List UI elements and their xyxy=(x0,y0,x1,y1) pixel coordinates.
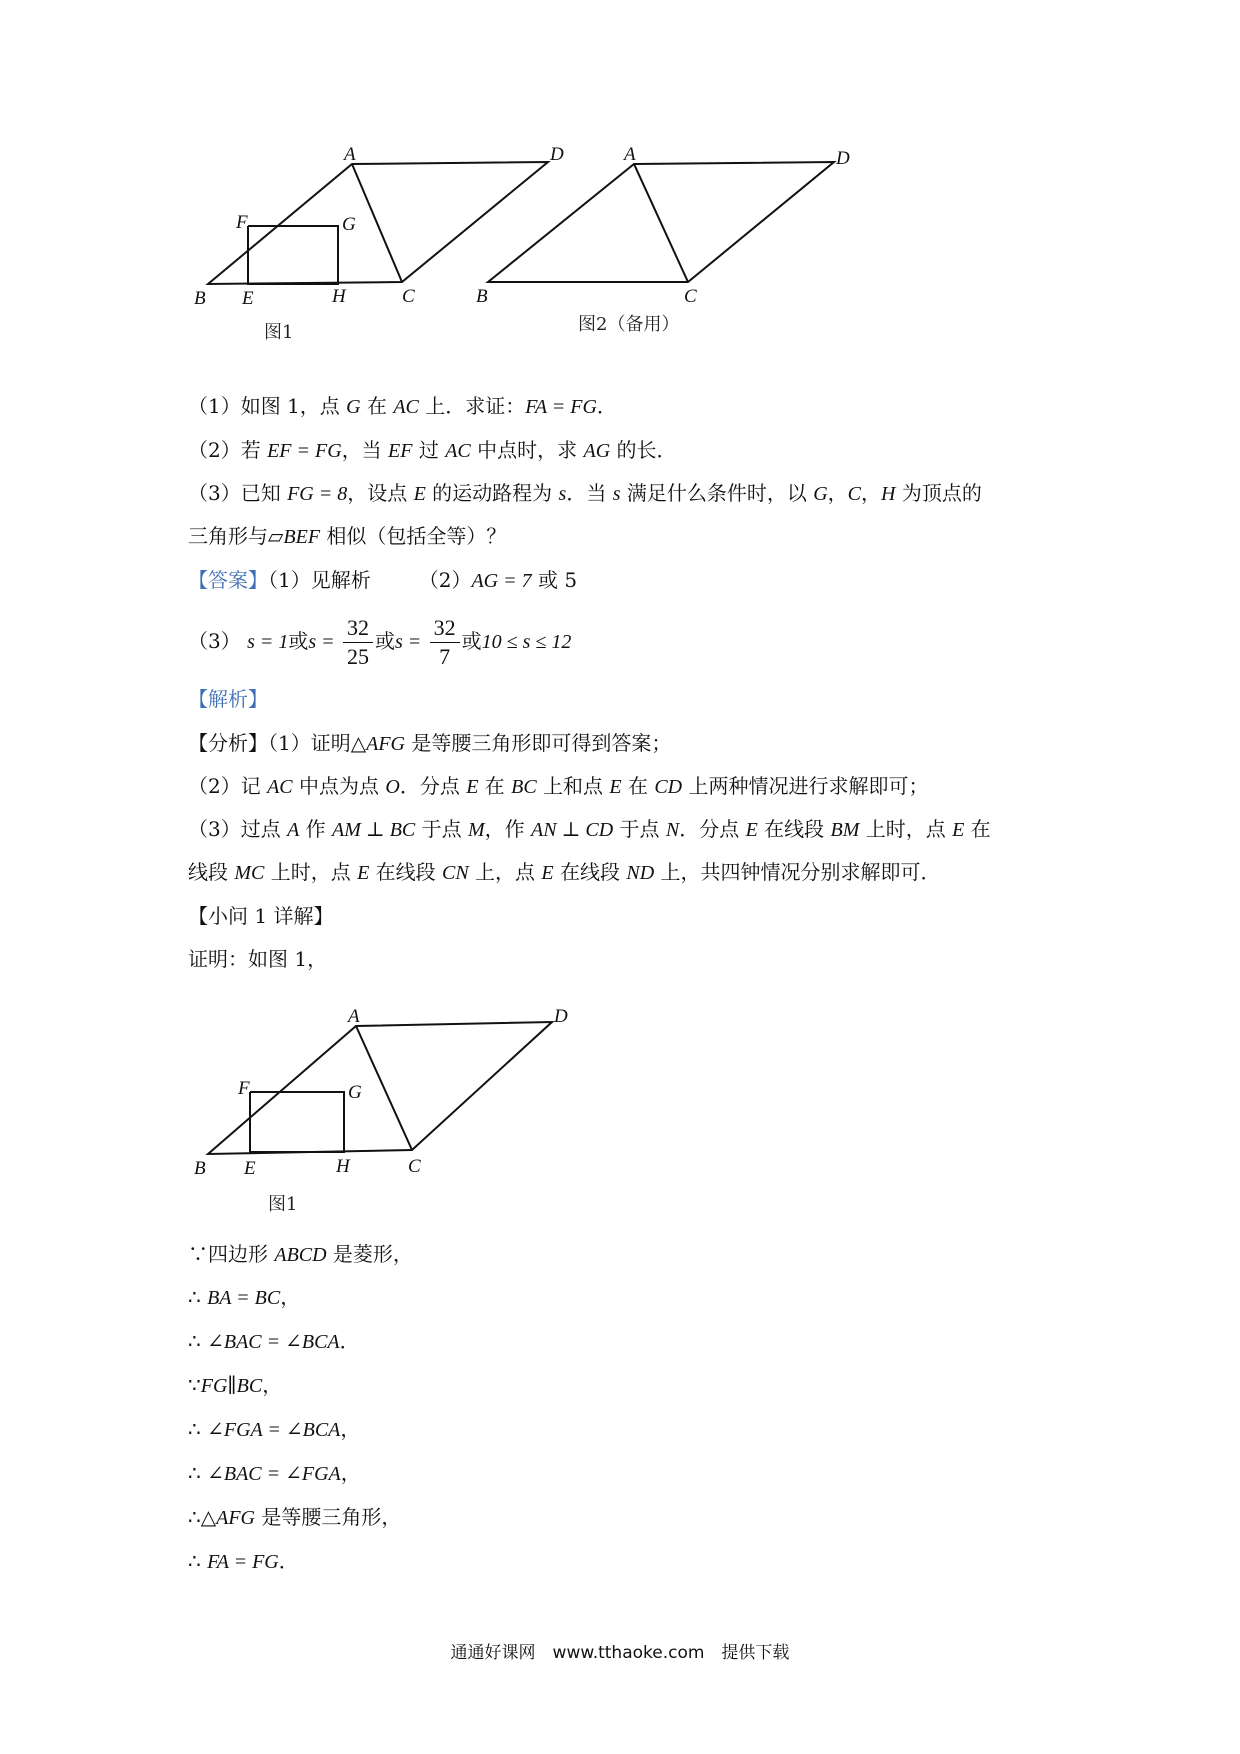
proof-line-3: ∴ ∠BAC = ∠BCA． xyxy=(188,1329,360,1353)
analysis-tag: 【解析】 xyxy=(188,687,268,711)
diagonal-ac xyxy=(634,164,688,282)
rhombus-abcd xyxy=(208,1022,552,1154)
answer-line-2: （3） s = 1或s = $\frac{32}{25}$ 或s = $\frac{32}{7}$ 或10 ≤ s ≤ 12 xyxy=(188,615,572,669)
rectangle-efgh xyxy=(250,1092,344,1152)
label-g: G xyxy=(348,1082,362,1103)
proof-line-2: ∴ BA = BC， xyxy=(188,1285,301,1309)
label-b: B xyxy=(194,288,206,309)
analysis-point-3-line-2: 线段 MC 上时，点 E 在线段 CN 上，点 E 在线段 ND 上，共四钟情况分别求解即可． xyxy=(188,860,941,884)
question-1: （1）如图 1，点 G 在 AC 上．求证：FA = FG． xyxy=(188,394,617,418)
question-3-line-2: 三角形与▱BEF 相似（包括全等）？ xyxy=(188,524,507,548)
label-d: D xyxy=(554,1006,568,1027)
label-d: D xyxy=(550,144,564,165)
proof-line-5: ∴ ∠FGA = ∠BCA， xyxy=(188,1417,361,1441)
label-a: A xyxy=(344,144,356,165)
fraction-32-25: $\frac{32}{25}$ xyxy=(343,614,373,671)
label-h: H xyxy=(332,286,346,307)
label-g: G xyxy=(342,214,356,235)
label-c: C xyxy=(408,1156,421,1177)
label-f: F xyxy=(238,1078,250,1099)
question-3-line-1: （3）已知 FG = 8，设点 E 的运动路程为 s．当 s 满足什么条件时，以 G，C，H 为顶点的 xyxy=(188,481,982,505)
label-e: E xyxy=(242,288,254,309)
figure-caption: 图1 xyxy=(264,322,294,343)
proof-line-8: ∴ FA = FG． xyxy=(188,1549,299,1573)
figure-caption: 图1 xyxy=(268,1194,298,1215)
answer-line-1: 【答案】（1）见解析 （2）AG = 7 或 5 xyxy=(188,568,578,592)
figure-1-bottom xyxy=(180,1000,580,1235)
proof-line-7: ∴△AFG 是等腰三角形， xyxy=(188,1505,402,1529)
fraction-32-7: $\frac{32}{7}$ xyxy=(430,614,460,671)
label-b: B xyxy=(476,286,488,307)
rectangle-efgh xyxy=(248,226,338,284)
analysis-point-1: 【分析】（1）证明△AFG 是等腰三角形即可得到答案； xyxy=(188,731,672,755)
analysis-point-2: （2）记 AC 中点为点 O．分点 E 在 BC 上和点 E 在 CD 上两种情况进行求解即可； xyxy=(188,774,929,798)
label-c: C xyxy=(402,286,415,307)
proof-line-1: ∵四边形 ABCD 是菱形， xyxy=(188,1242,413,1266)
label-a: A xyxy=(624,144,636,165)
question-2: （2）若 EF = FG，当 EF 过 AC 中点时，求 AG 的长． xyxy=(188,438,677,462)
analysis-point-3-line-1: （3）过点 A 作 AM ⊥ BC 于点 M，作 AN ⊥ CD 于点 N．分点 E 在线段 BM 上时，点 E 在 xyxy=(188,817,991,841)
detail-intro: 证明：如图 1， xyxy=(188,947,328,971)
page-footer: 通通好课网 www.tthaoke.com 提供下载 xyxy=(450,1643,790,1663)
proof-line-4: ∵FG∥BC， xyxy=(188,1373,283,1397)
diagonal-ac xyxy=(356,1026,412,1150)
label-c: C xyxy=(684,286,697,307)
label-f: F xyxy=(236,212,248,233)
figure-caption: 图2（备用） xyxy=(578,314,680,335)
proof-line-6: ∴ ∠BAC = ∠FGA， xyxy=(188,1461,361,1485)
label-a: A xyxy=(348,1006,360,1027)
label-b: B xyxy=(194,1158,206,1179)
diagonal-ac xyxy=(352,164,402,282)
label-e: E xyxy=(244,1158,256,1179)
figure-2 xyxy=(470,144,850,375)
answer-tag: 【答案】 xyxy=(188,568,268,592)
detail-tag: 【小问 1 详解】 xyxy=(188,904,334,928)
label-d: D xyxy=(836,148,850,169)
label-h: H xyxy=(336,1156,350,1177)
